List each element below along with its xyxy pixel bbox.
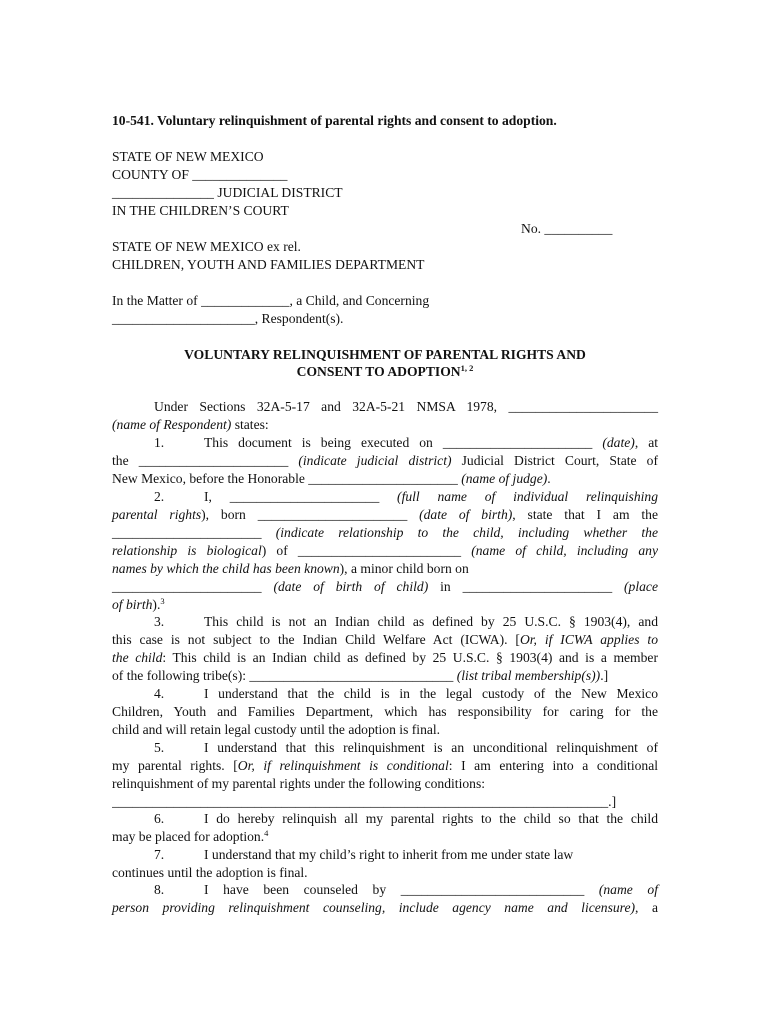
caption-district: _______________ JUDICIAL DISTRICT xyxy=(112,185,343,200)
para-6-line2: may be placed for adoption.$^4$ xyxy=(112,828,269,844)
caption-county: COUNTY OF ______________ xyxy=(112,167,288,182)
document-title-line2: CONSENT TO ADOPTION$^{1, 2}$ xyxy=(296,363,474,379)
para-2-line5: names by which the child has been known), a minor child born on xyxy=(112,561,469,576)
intro-line1: Under Sections 32A-5-17 and 32A-5-21 NMSA 1978, ______________________ xyxy=(154,399,658,414)
para-3-line4: of the following tribe(s): ______________________________ (list tribal membership(s)).] xyxy=(112,668,609,683)
para-5-line2: my parental rights. [Or, if relinquishment is conditional: I am entering into a conditional xyxy=(112,758,659,773)
para-2-line1: 2. I, ______________________ (full name of individual relinquishing xyxy=(154,489,658,504)
para-7-line1: 7. I understand that my child’s right to inherit from me under state law xyxy=(154,847,574,862)
intro-line2: (name of Respondent) states: xyxy=(112,417,269,432)
caption-ex-rel: STATE OF NEW MEXICO ex rel. xyxy=(112,239,301,254)
form-heading: 10-541. Voluntary relinquishment of parental rights and consent to adoption. xyxy=(112,113,557,128)
footnote-ref: 4 xyxy=(264,828,269,838)
para-3-line3: the child: This child is an Indian child as defined by 25 U.S.C. § 1903(4) and is a member xyxy=(112,650,658,665)
para-5-line3: relinquishment of my parental rights under the following conditions: xyxy=(112,776,486,791)
para-5-line1: 5. I understand that this relinquishment is an unconditional relinquishment of xyxy=(154,740,658,755)
document-title-line1: VOLUNTARY RELINQUISHMENT OF PARENTAL RIGHTS AND xyxy=(184,347,586,362)
para-5-conditions-blank: _________________________________________________________________________.] xyxy=(112,794,617,809)
footnote-ref: 1, 2 xyxy=(460,363,474,373)
para-7-line2: continues until the adoption is final. xyxy=(112,865,308,880)
para-2-line4: relationship is biological) of ________________________ (name of child, including any xyxy=(112,543,658,558)
para-2-line2: parental rights), born ______________________ (date of birth), state that I am the xyxy=(112,507,658,522)
caption-respondents: _____________________, Respondent(s). xyxy=(112,311,344,326)
caption-court: IN THE CHILDREN’S COURT xyxy=(112,203,289,218)
para-1-line2: the ______________________ (indicate judicial district) Judicial District Court, State of xyxy=(112,453,658,468)
para-6-line1: 6. I do hereby relinquish all my parental rights to the child so that the child xyxy=(154,811,658,826)
para-4-line1: 4. I understand that the child is in the legal custody of the New Mexico xyxy=(154,686,658,701)
para-2-line3: ______________________ (indicate relationship to the child, including whether the xyxy=(112,525,658,540)
para-8-line2: person providing relinquishment counseling, include agency name and licensure), a xyxy=(112,900,658,915)
para-4-line2: Children, Youth and Families Department, which has responsibility for caring for the xyxy=(112,704,658,719)
caption-state: STATE OF NEW MEXICO xyxy=(112,149,264,164)
footnote-ref: 3 xyxy=(160,596,165,606)
para-3-line1: 3. This child is not an Indian child as defined by 25 U.S.C. § 1903(4), and xyxy=(154,614,658,629)
case-number: No. __________ xyxy=(521,221,613,236)
para-1-line1: 1. This document is being executed on ______________________ (date), at xyxy=(154,435,659,450)
para-4-line3: child and will retain legal custody until the adoption is final. xyxy=(112,722,441,737)
para-2-line7: of birth).$^3$ xyxy=(112,596,165,612)
para-1-line3: New Mexico, before the Honorable ______________________ (name of judge). xyxy=(112,471,551,486)
caption-matter: In the Matter of _____________, a Child, and Concerning xyxy=(112,293,430,308)
para-8-line1: 8. I have been counseled by ___________________________ (name of xyxy=(154,882,658,897)
para-3-line2: this case is not subject to the Indian Child Welfare Act (ICWA). [Or, if ICWA applies to xyxy=(112,632,658,647)
caption-department: CHILDREN, YOUTH AND FAMILIES DEPARTMENT xyxy=(112,257,425,272)
para-2-line6: ______________________ (date of birth of child) in ______________________ (place xyxy=(112,579,658,594)
